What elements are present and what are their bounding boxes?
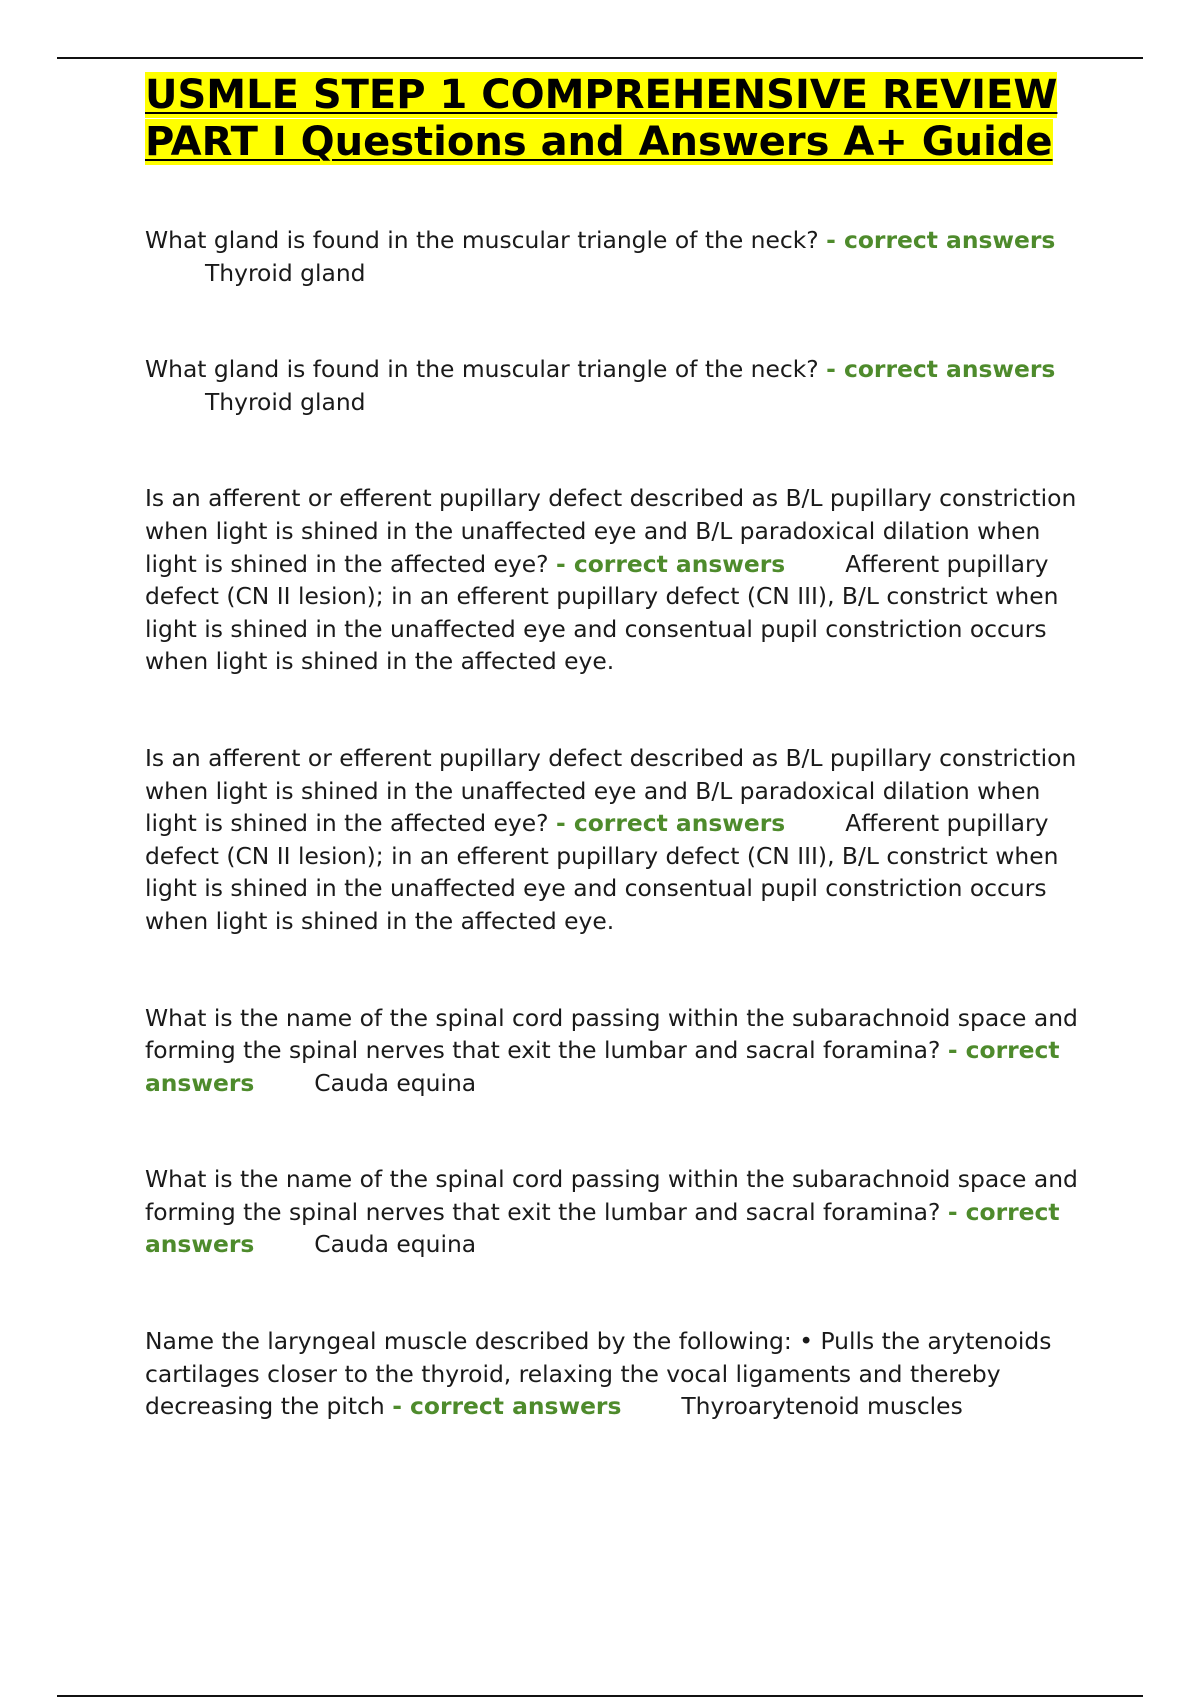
- answer-text: Cauda equina: [314, 1068, 477, 1097]
- qa-item: [145, 742, 1085, 938]
- correct-answers-label: - correct answers: [556, 809, 786, 838]
- qa-item: [145, 482, 1085, 678]
- correct-answers-label: - correct answers: [145, 1036, 1060, 1097]
- answer-text: Afferent pupillary defect (CN II lesion); in an efferent pupillary defect (CN III), B/L constrict when light is shined in the unaffected eye and consentual pupil constriction occurs when light is shined in the affected eye.: [145, 809, 1059, 935]
- title-line-1: USMLE STEP 1 COMPREHENSIVE REVIEW: [145, 72, 1058, 118]
- qa-item: [145, 224, 1085, 289]
- qa-item: [145, 1325, 1085, 1423]
- bottom-rule: [57, 1695, 1143, 1697]
- correct-answers-label: - correct answers: [392, 1392, 622, 1421]
- correct-answers-label: - correct answers: [556, 549, 786, 578]
- document-body: [145, 72, 1085, 1423]
- correct-answers-label: - correct answers: [145, 1197, 1060, 1259]
- qa-item: [145, 1163, 1085, 1261]
- question-text: What is the name of the spinal cord passing within the subarachnoid space and forming the spinal nerves that exit the lumbar and sacral foramina?: [145, 1165, 1078, 1226]
- answer-text: Afferent pupillary defect (CN II lesion); in an efferent pupillary defect (CN III), B/L constrict when light is shined in the unaffected eye and consentual pupil constriction occurs when light is shined in the affected eye.: [145, 549, 1059, 676]
- question-text: What is the name of the spinal cord passing within the subarachnoid space and forming the spinal nerves that exit the lumbar and sacral foramina?: [145, 1003, 1078, 1065]
- top-rule: [57, 57, 1143, 59]
- correct-answers-label: - correct answers: [826, 355, 1056, 384]
- question-text: Is an afferent or efferent pupillary defect described as B/L pupillary constriction when light is shined in the unaffected eye and B/L paradoxical dilation when light is shined in the affected eye?: [145, 484, 1077, 578]
- question-text: Name the laryngeal muscle described by the following: • Pulls the arytenoids cartilages closer to the thyroid, relaxing the vocal ligaments and thereby decreasing the pitch: [145, 1327, 1052, 1421]
- document-title: [145, 72, 1085, 166]
- title-line-2: PART I Questions and Answers A+ Guide: [145, 119, 1053, 165]
- qa-item: [145, 1002, 1085, 1100]
- question-text: What gland is found in the muscular triangle of the neck?: [145, 226, 819, 254]
- qa-list: [145, 224, 1085, 1423]
- question-text: What gland is found in the muscular triangle of the neck?: [145, 355, 819, 384]
- answer-text: Thyroid gland: [205, 258, 366, 287]
- answer-text: Thyroid gland: [205, 387, 366, 416]
- qa-item: [145, 353, 1085, 418]
- answer-text: Cauda equina: [314, 1230, 477, 1259]
- correct-answers-label: - correct answers: [826, 226, 1056, 254]
- answer-text: Thyroarytenoid muscles: [681, 1392, 963, 1421]
- question-text: Is an afferent or efferent pupillary defect described as B/L pupillary constriction when light is shined in the unaffected eye and B/L paradoxical dilation when light is shined in the affected eye?: [145, 743, 1077, 838]
